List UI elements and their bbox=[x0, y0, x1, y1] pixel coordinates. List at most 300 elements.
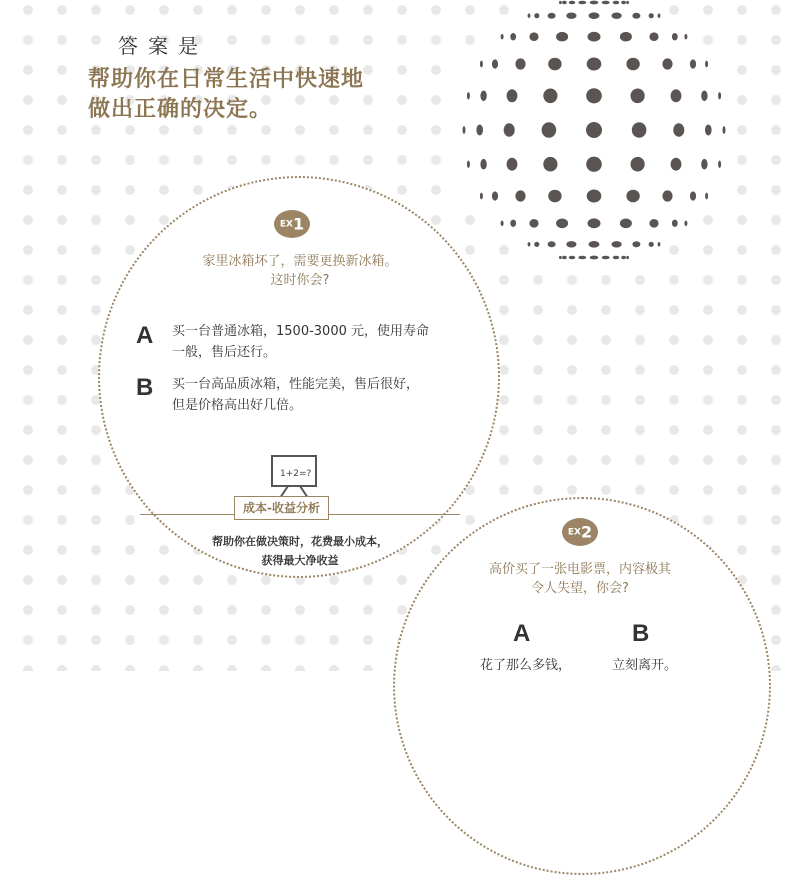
background-dot bbox=[737, 245, 747, 255]
sphere-dot bbox=[613, 256, 620, 260]
background-dot bbox=[771, 35, 781, 45]
background-dot bbox=[499, 305, 509, 315]
background-dot bbox=[533, 455, 543, 465]
sphere-dot bbox=[632, 241, 640, 247]
background-dot bbox=[703, 335, 713, 345]
background-dot bbox=[91, 515, 101, 525]
background-dot bbox=[91, 575, 101, 585]
sphere-dot bbox=[510, 33, 516, 40]
background-dot bbox=[431, 185, 441, 195]
background-dot bbox=[465, 515, 475, 525]
sphere-dot bbox=[501, 221, 504, 227]
background-dot bbox=[57, 155, 67, 165]
background-dot bbox=[431, 95, 441, 105]
background-dot bbox=[669, 395, 679, 405]
background-dot bbox=[193, 665, 203, 671]
sphere-dot bbox=[613, 1, 620, 5]
background-dot bbox=[669, 335, 679, 345]
background-dot bbox=[601, 425, 611, 435]
background-dot bbox=[737, 395, 747, 405]
sphere-dot bbox=[626, 58, 639, 71]
sphere-dot bbox=[626, 256, 629, 259]
sphere-dot bbox=[690, 59, 696, 68]
background-dot bbox=[91, 155, 101, 165]
sphere-dot bbox=[543, 89, 557, 104]
background-dot bbox=[397, 95, 407, 105]
background-dot bbox=[465, 245, 475, 255]
background-dot bbox=[669, 305, 679, 315]
background-dot bbox=[669, 365, 679, 375]
background-dot bbox=[737, 305, 747, 315]
background-dot bbox=[23, 155, 33, 165]
background-dot bbox=[533, 365, 543, 375]
sphere-dot bbox=[480, 91, 486, 102]
sphere-dot bbox=[602, 256, 610, 260]
background-dot bbox=[91, 635, 101, 645]
background-dot bbox=[431, 215, 441, 225]
background-dot bbox=[57, 275, 67, 285]
background-dot bbox=[57, 95, 67, 105]
background-dot bbox=[329, 125, 339, 135]
background-dot bbox=[91, 125, 101, 135]
sphere-dot bbox=[507, 158, 518, 171]
sphere-dot bbox=[671, 89, 682, 102]
background-dot bbox=[159, 185, 169, 195]
sphere-dot bbox=[556, 32, 568, 42]
sphere-dot bbox=[534, 13, 539, 18]
background-dot bbox=[261, 5, 271, 15]
background-dot bbox=[567, 365, 577, 375]
background-dot bbox=[635, 365, 645, 375]
background-dot bbox=[23, 635, 33, 645]
background-dot bbox=[57, 575, 67, 585]
background-dot bbox=[771, 95, 781, 105]
background-dot bbox=[703, 485, 713, 495]
background-dot bbox=[57, 305, 67, 315]
headline-line-2: 做出正确的决定。 bbox=[88, 97, 273, 122]
sphere-dot bbox=[671, 158, 682, 171]
background-dot bbox=[23, 365, 33, 375]
example-1-summary: 帮助你在做决策时，花费最小成本， 获得最大净收益 bbox=[212, 535, 388, 567]
background-dot bbox=[567, 425, 577, 435]
background-dot bbox=[703, 425, 713, 435]
background-dot bbox=[91, 425, 101, 435]
background-dot bbox=[261, 155, 271, 165]
background-dot bbox=[295, 635, 305, 645]
sphere-dot bbox=[621, 256, 626, 259]
background-dot bbox=[771, 215, 781, 225]
sphere-dot bbox=[586, 88, 602, 103]
background-dot bbox=[23, 185, 33, 195]
sphere-dot bbox=[559, 256, 562, 259]
sphere-dot bbox=[588, 218, 601, 228]
background-dot bbox=[57, 245, 67, 255]
background-dot bbox=[329, 155, 339, 165]
background-dot bbox=[159, 575, 169, 585]
background-dot bbox=[159, 5, 169, 15]
sphere-dot bbox=[612, 241, 622, 247]
background-dot bbox=[91, 335, 101, 345]
background-dot bbox=[737, 35, 747, 45]
sphere-dot bbox=[578, 256, 586, 260]
background-dot bbox=[23, 665, 33, 671]
background-dot bbox=[771, 185, 781, 195]
background-dot bbox=[465, 5, 475, 15]
background-dot bbox=[635, 455, 645, 465]
background-dot bbox=[499, 395, 509, 405]
background-dot bbox=[23, 485, 33, 495]
example-1-question bbox=[150, 252, 450, 290]
background-dot bbox=[261, 125, 271, 135]
sphere-dot bbox=[705, 61, 708, 68]
sphere-dot bbox=[631, 89, 645, 104]
background-dot bbox=[23, 5, 33, 15]
example-2-option-b-text: 立刻离开。 bbox=[612, 658, 678, 673]
background-dot bbox=[227, 665, 237, 671]
background-dot bbox=[533, 305, 543, 315]
background-dot bbox=[363, 665, 373, 671]
background-dot bbox=[57, 365, 67, 375]
background-dot bbox=[771, 665, 781, 671]
sphere-dot bbox=[662, 190, 672, 201]
background-dot bbox=[125, 515, 135, 525]
example-2-option-a-text: 花了那么多钱， bbox=[480, 658, 572, 673]
sphere-dot bbox=[705, 125, 712, 136]
background-dot bbox=[227, 635, 237, 645]
sphere-dot bbox=[658, 242, 661, 246]
background-dot bbox=[363, 65, 373, 75]
sphere-dot bbox=[673, 123, 684, 137]
background-dot bbox=[363, 5, 373, 15]
sphere-dot bbox=[463, 126, 466, 134]
intro-section bbox=[88, 30, 364, 125]
sphere-dot bbox=[556, 219, 568, 229]
background-dot bbox=[499, 425, 509, 435]
sphere-dot bbox=[548, 58, 561, 71]
sphere-dot bbox=[587, 190, 602, 203]
background-dot bbox=[635, 335, 645, 345]
background-dot bbox=[363, 35, 373, 45]
background-dot bbox=[363, 635, 373, 645]
background-dot bbox=[465, 215, 475, 225]
sphere-dot bbox=[529, 219, 538, 228]
background-dot bbox=[737, 365, 747, 375]
background-dot bbox=[57, 395, 67, 405]
background-dot bbox=[669, 455, 679, 465]
background-dot bbox=[771, 335, 781, 345]
background-dot bbox=[771, 575, 781, 585]
background-dot bbox=[397, 605, 407, 615]
background-dot bbox=[227, 155, 237, 165]
background-dot bbox=[533, 395, 543, 405]
background-dot bbox=[703, 5, 713, 15]
background-dot bbox=[23, 65, 33, 75]
background-dot bbox=[533, 275, 543, 285]
background-dot bbox=[397, 185, 407, 195]
sphere-dot bbox=[620, 219, 632, 229]
sphere-dot bbox=[626, 190, 639, 203]
background-dot bbox=[737, 125, 747, 135]
background-dot bbox=[771, 5, 781, 15]
background-dot bbox=[57, 425, 67, 435]
background-dot bbox=[737, 65, 747, 75]
background-dot bbox=[295, 605, 305, 615]
background-dot bbox=[567, 335, 577, 345]
background-dot bbox=[57, 5, 67, 15]
background-dot bbox=[159, 635, 169, 645]
intro-label: 答案是 bbox=[118, 34, 208, 58]
sphere-dot bbox=[718, 92, 721, 99]
sphere-dot bbox=[578, 1, 586, 5]
background-dot bbox=[159, 605, 169, 615]
sphere-dot bbox=[467, 92, 470, 99]
background-dot bbox=[23, 455, 33, 465]
example-2-circle bbox=[393, 497, 771, 875]
background-dot bbox=[23, 245, 33, 255]
background-dot bbox=[329, 5, 339, 15]
background-dot bbox=[159, 155, 169, 165]
background-dot bbox=[567, 275, 577, 285]
background-dot bbox=[771, 275, 781, 285]
sphere-dot bbox=[632, 13, 640, 19]
background-dot bbox=[669, 5, 679, 15]
background-dot bbox=[23, 305, 33, 315]
sphere-dot bbox=[632, 122, 647, 137]
background-dot bbox=[771, 305, 781, 315]
background-dot bbox=[91, 305, 101, 315]
background-dot bbox=[23, 575, 33, 585]
background-dot bbox=[193, 575, 203, 585]
background-dot bbox=[227, 575, 237, 585]
example-2-question bbox=[430, 560, 730, 598]
background-dot bbox=[499, 455, 509, 465]
sphere-dot bbox=[701, 159, 707, 170]
background-dot bbox=[295, 5, 305, 15]
sphere-dot bbox=[542, 122, 557, 137]
background-dot bbox=[23, 35, 33, 45]
background-dot bbox=[431, 35, 441, 45]
sphere-dot bbox=[480, 159, 486, 170]
example-1-option-a-letter: A bbox=[136, 322, 154, 349]
background-dot bbox=[397, 35, 407, 45]
background-dot bbox=[23, 545, 33, 555]
background-dot bbox=[771, 515, 781, 525]
background-dot bbox=[703, 305, 713, 315]
background-dot bbox=[703, 515, 713, 525]
background-dot bbox=[23, 395, 33, 405]
background-dot bbox=[771, 635, 781, 645]
background-dot bbox=[737, 185, 747, 195]
background-dot bbox=[57, 485, 67, 495]
sphere-dot bbox=[672, 220, 678, 227]
whiteboard-icon bbox=[262, 452, 322, 498]
example-2-question-line-1: 高价买了一张电影票，内容极其 bbox=[488, 562, 671, 577]
sphere-dot bbox=[586, 122, 602, 138]
background-dot bbox=[737, 455, 747, 465]
background-dot bbox=[669, 245, 679, 255]
sphere-dot bbox=[626, 1, 629, 4]
background-dot bbox=[397, 125, 407, 135]
background-dot bbox=[737, 5, 747, 15]
background-dot bbox=[329, 665, 339, 671]
background-dot bbox=[57, 455, 67, 465]
background-dot bbox=[125, 635, 135, 645]
sphere-dot bbox=[534, 242, 539, 247]
background-dot bbox=[737, 275, 747, 285]
background-dot bbox=[57, 335, 67, 345]
background-dot bbox=[601, 485, 611, 495]
background-dot bbox=[23, 605, 33, 615]
background-dot bbox=[737, 95, 747, 105]
background-dot bbox=[601, 305, 611, 315]
sphere-dot bbox=[649, 219, 658, 228]
background-dot bbox=[703, 395, 713, 405]
background-dot bbox=[159, 665, 169, 671]
sphere-dot bbox=[649, 32, 658, 41]
background-dot bbox=[703, 215, 713, 225]
background-dot bbox=[431, 5, 441, 15]
background-dot bbox=[159, 125, 169, 135]
background-dot bbox=[669, 275, 679, 285]
background-dot bbox=[193, 185, 203, 195]
sphere-dot bbox=[587, 58, 602, 71]
background-dot bbox=[57, 65, 67, 75]
background-dot bbox=[737, 515, 747, 525]
background-dot bbox=[363, 155, 373, 165]
background-dot bbox=[23, 215, 33, 225]
example-1-option-b-text: 买一台高品质冰箱，性能完美，售后很好， 但是价格高出好几倍。 bbox=[172, 377, 420, 413]
sphere-dot bbox=[476, 125, 483, 136]
background-dot bbox=[261, 635, 271, 645]
sphere-dot bbox=[590, 1, 599, 5]
background-dot bbox=[91, 485, 101, 495]
background-dot bbox=[125, 545, 135, 555]
background-dot bbox=[125, 575, 135, 585]
sphere-dot bbox=[504, 123, 515, 137]
background-dot bbox=[703, 365, 713, 375]
example-1-question-line-1: 家里冰箱坏了，需要更换新冰箱。 bbox=[202, 254, 398, 269]
background-dot bbox=[771, 155, 781, 165]
sphere-dot bbox=[559, 1, 562, 4]
background-dot bbox=[703, 275, 713, 285]
background-dot bbox=[227, 125, 237, 135]
background-dot bbox=[329, 635, 339, 645]
background-dot bbox=[397, 575, 407, 585]
background-dot bbox=[363, 125, 373, 135]
sphere-dot bbox=[515, 190, 525, 201]
sphere-dot bbox=[649, 242, 654, 247]
sphere-dot bbox=[548, 13, 556, 19]
background-dot bbox=[601, 335, 611, 345]
background-dot bbox=[295, 155, 305, 165]
background-dot bbox=[295, 665, 305, 671]
headline-line-1: 帮助你在日常生活中快速地 bbox=[88, 67, 365, 92]
background-dot bbox=[737, 215, 747, 225]
sphere-dot bbox=[548, 241, 556, 247]
sphere-dot bbox=[562, 256, 567, 259]
example-1-option-b-letter: B bbox=[136, 374, 154, 401]
background-dot bbox=[499, 365, 509, 375]
example-1-question-line-2: 这时你会? bbox=[270, 273, 330, 288]
background-dot bbox=[669, 425, 679, 435]
background-dot bbox=[635, 305, 645, 315]
background-dot bbox=[23, 275, 33, 285]
background-dot bbox=[193, 635, 203, 645]
background-dot bbox=[91, 5, 101, 15]
background-dot bbox=[91, 245, 101, 255]
sphere-dot bbox=[569, 1, 576, 5]
background-dot bbox=[703, 455, 713, 465]
background-dot bbox=[533, 335, 543, 345]
sphere-dot bbox=[612, 13, 622, 19]
background-dot bbox=[499, 5, 509, 15]
background-dot bbox=[397, 155, 407, 165]
sphere-dot bbox=[543, 157, 557, 172]
sphere-dot bbox=[589, 12, 600, 19]
background-dot bbox=[261, 575, 271, 585]
concept-label: 成本-收益分析 bbox=[234, 496, 329, 520]
background-dot bbox=[771, 65, 781, 75]
sphere-dot bbox=[492, 59, 498, 68]
background-dot bbox=[771, 605, 781, 615]
example-2-option-a-letter: A bbox=[513, 620, 531, 647]
sphere-dot bbox=[684, 221, 687, 227]
sphere-dot bbox=[480, 193, 483, 200]
background-dot bbox=[23, 125, 33, 135]
sphere-dot bbox=[690, 191, 696, 200]
background-dot bbox=[635, 395, 645, 405]
background-dot bbox=[227, 605, 237, 615]
sphere-dot bbox=[662, 58, 672, 69]
sphere-dot bbox=[562, 1, 567, 4]
sphere-dot bbox=[672, 33, 678, 40]
background-dot bbox=[363, 95, 373, 105]
background-dot bbox=[91, 605, 101, 615]
background-dot bbox=[91, 275, 101, 285]
background-dot bbox=[635, 275, 645, 285]
background-dot bbox=[601, 395, 611, 405]
background-dot bbox=[771, 395, 781, 405]
sphere-dot bbox=[510, 220, 516, 227]
background-dot bbox=[567, 305, 577, 315]
background-dot bbox=[567, 485, 577, 495]
background-dot bbox=[635, 425, 645, 435]
sphere-dot bbox=[501, 34, 504, 40]
sphere-dot bbox=[507, 89, 518, 102]
background-dot bbox=[465, 35, 475, 45]
background-dot bbox=[397, 5, 407, 15]
sphere-dot bbox=[528, 242, 531, 246]
background-dot bbox=[499, 275, 509, 285]
background-dot bbox=[23, 95, 33, 105]
whiteboard-formula: 1+2=? bbox=[280, 469, 312, 479]
sphere-dot bbox=[631, 157, 645, 172]
background-dot bbox=[363, 605, 373, 615]
background-dot bbox=[23, 425, 33, 435]
sphere-dot bbox=[569, 256, 576, 260]
background-dot bbox=[737, 545, 747, 555]
background-dot bbox=[771, 425, 781, 435]
background-dot bbox=[533, 425, 543, 435]
sphere-dot bbox=[620, 32, 632, 42]
background-dot bbox=[737, 155, 747, 165]
background-dot bbox=[737, 485, 747, 495]
background-dot bbox=[57, 125, 67, 135]
background-dot bbox=[567, 395, 577, 405]
background-dot bbox=[193, 125, 203, 135]
sphere-dot bbox=[467, 161, 470, 168]
sphere-dot bbox=[492, 191, 498, 200]
